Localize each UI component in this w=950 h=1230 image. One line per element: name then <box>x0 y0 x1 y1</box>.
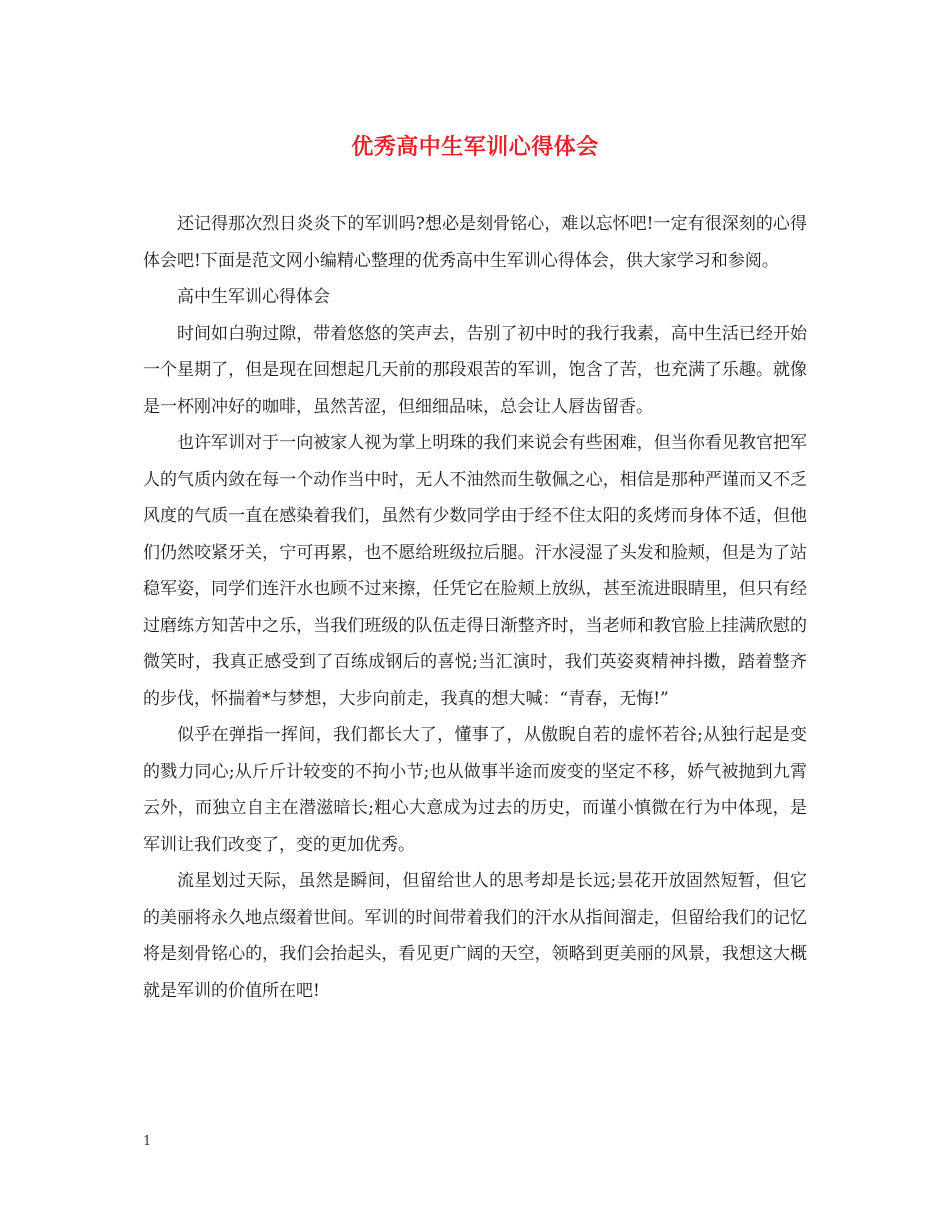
document-title: 优秀高中生军训心得体会 <box>351 134 599 160</box>
page-number: 1 <box>143 1134 152 1149</box>
body-paragraph-4: 流星划过天际，虽然是瞬间，但留给世人的思考却是长远;昙花开放固然短暂，但它的美丽将永久地点缀着世间。军训的时间带着我们的汗水从指间溜走，但留给我们的记忆将是刻骨铭心的，我们会抬起头，看见更广阔的天空，领略到更美丽的风景，我想这大概就是军训的价值所在吧! <box>143 871 807 1001</box>
body-paragraph-1: 时间如白驹过隙，带着悠悠的笑声去，告别了初中时的我行我素，高中生活已经开始一个星期了，但是现在回想起几天前的那段艰苦的军训，饱含了苦，也充满了乐趣。就像是一杯刚冲好的咖啡，虽然苦涩，但细细品味，总会让人唇齿留香。 <box>143 323 807 417</box>
intro-paragraph: 还记得那次烈日炎炎下的军训吗?想必是刻骨铭心，难以忘怀吧!一定有很深刻的心得体会吧!下面是范文网小编精心整理的优秀高中生军训心得体会，供大家学习和参阅。 <box>143 214 807 271</box>
body-paragraph-3: 似乎在弹指一挥间，我们都长大了，懂事了，从傲睨自若的虚怀若谷;从独行起是变的戮力同心;从斤斤计较变的不拘小节;也从做事半途而废变的坚定不移，娇气被抛到九霄云外，而独立自主在潜滋暗长;粗心大意成为过去的历史，而谨小慎微在行为中体现，是军训让我们改变了，变的更加优秀。 <box>143 725 807 855</box>
body-paragraph-2: 也许军训对于一向被家人视为掌上明珠的我们来说会有些困难，但当你看见教官把军人的气质内敛在每一个动作当中时，无人不油然而生敬佩之心，相信是那种严谨而又不乏风度的气质一直在感染着我们，虽然有少数同学由于经不住太阳的炙烤而身体不适，但他们仍然咬紧牙关，宁可再累，也不愿给班级拉后腿。汗水浸湿了头发和脸颊，但是为了站稳军姿，同学们连汗水也顾不过来擦，任凭它在脸颊上放纵，甚至流进眼睛里，但只有经过磨练方知苦中之乐，当我们班级的队伍走得日渐整齐时，当老师和教官脸上挂满欣慰的微笑时，我真正感受到了百练成钢后的喜悦;当汇演时，我们英姿爽精神抖擞，踏着整齐的步伐，怀揣着*与梦想，大步向前走，我真的想大喊：“青春，无悔!” <box>143 433 807 709</box>
document-body <box>143 206 807 1009</box>
section-heading: 高中生军训心得体会 <box>177 287 330 307</box>
